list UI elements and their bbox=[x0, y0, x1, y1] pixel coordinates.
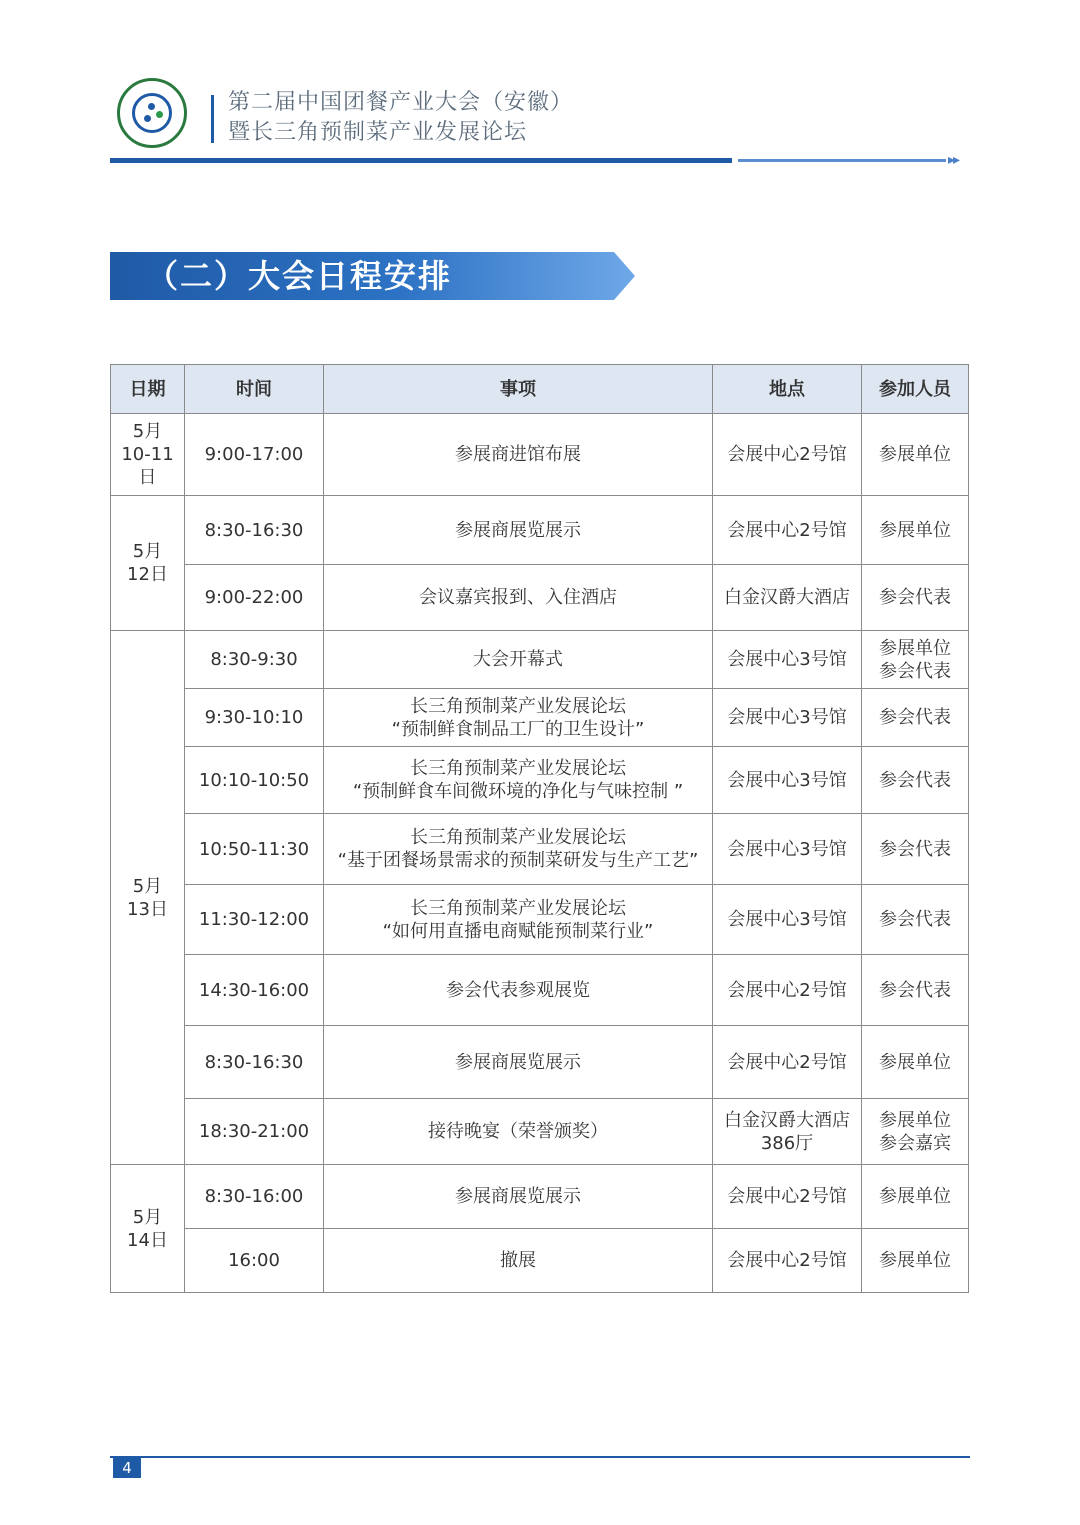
cell-line: 大会开幕式 bbox=[473, 649, 563, 670]
logo-dot bbox=[148, 103, 155, 110]
logo-dot bbox=[144, 115, 151, 122]
table-row bbox=[111, 1229, 969, 1293]
header-rule-light bbox=[738, 159, 946, 162]
people-cell bbox=[862, 1165, 969, 1229]
event-cell bbox=[324, 814, 713, 885]
table-row bbox=[111, 955, 969, 1026]
people-cell bbox=[862, 496, 969, 565]
header-title bbox=[228, 88, 573, 148]
column-header: 时间 bbox=[185, 365, 324, 414]
event-cell bbox=[324, 1026, 713, 1099]
cell-line: 13日 bbox=[127, 898, 168, 920]
cell-line: 参展单位 bbox=[879, 444, 951, 465]
date-cell bbox=[111, 1165, 185, 1293]
event-cell bbox=[324, 747, 713, 814]
header-title-line1: 第二届中国团餐产业大会（安徽） bbox=[228, 90, 574, 115]
time-cell: 8:30-9:30 bbox=[185, 631, 324, 689]
people-cell bbox=[862, 565, 969, 631]
column-header: 日期 bbox=[111, 365, 185, 414]
people-cell bbox=[862, 747, 969, 814]
place-cell bbox=[713, 1099, 862, 1165]
table-row bbox=[111, 1099, 969, 1165]
cell-line: “如何用直播电商赋能预制菜行业” bbox=[382, 920, 654, 942]
cell-line: 参会代表 bbox=[879, 909, 951, 930]
people-cell bbox=[862, 955, 969, 1026]
event-cell bbox=[324, 689, 713, 747]
conference-logo-icon bbox=[117, 78, 187, 148]
cell-line: 参展商进馆布展 bbox=[455, 444, 581, 465]
event-cell bbox=[324, 631, 713, 689]
time-cell: 10:50-11:30 bbox=[185, 814, 324, 885]
table-row bbox=[111, 885, 969, 955]
place-cell bbox=[713, 814, 862, 885]
cell-line: 会展中心3号馆 bbox=[727, 649, 847, 670]
date-cell bbox=[111, 631, 185, 1165]
people-cell bbox=[862, 1099, 969, 1165]
event-cell bbox=[324, 1229, 713, 1293]
cell-line: 会展中心2号馆 bbox=[727, 1051, 847, 1073]
cell-line: 参展单位 bbox=[879, 1051, 951, 1073]
event-cell bbox=[324, 1165, 713, 1229]
cell-line: 参会代表 bbox=[879, 660, 951, 682]
time-cell: 9:30-10:10 bbox=[185, 689, 324, 747]
cell-line: 会展中心3号馆 bbox=[727, 838, 847, 860]
place-cell bbox=[713, 689, 862, 747]
table-row bbox=[111, 814, 969, 885]
cell-line: 参展单位 bbox=[879, 637, 951, 659]
time-cell: 18:30-21:00 bbox=[185, 1099, 324, 1165]
cell-line: “基于团餐场景需求的预制菜研发与生产工艺” bbox=[337, 850, 699, 871]
table-body bbox=[111, 414, 969, 1293]
cell-line: 参展单位 bbox=[879, 1250, 951, 1271]
cell-line: 参展商展览展示 bbox=[455, 519, 581, 541]
logo-dot bbox=[156, 111, 163, 118]
cell-line: 参展单位 bbox=[879, 519, 951, 541]
cell-line: 长三角预制菜产业发展论坛 bbox=[410, 897, 626, 919]
cell-line: 参展单位 bbox=[879, 1109, 951, 1131]
column-header: 参加人员 bbox=[862, 365, 969, 414]
column-header: 地点 bbox=[713, 365, 862, 414]
people-cell bbox=[862, 814, 969, 885]
people-cell bbox=[862, 1229, 969, 1293]
people-cell bbox=[862, 414, 969, 496]
cell-line: 5月 bbox=[132, 875, 163, 897]
place-cell bbox=[713, 496, 862, 565]
section-title: （二）大会日程安排 bbox=[146, 257, 453, 295]
cell-line: 会展中心3号馆 bbox=[727, 707, 847, 728]
cell-line: 参展单位 bbox=[879, 1186, 951, 1207]
cell-line: 会展中心3号馆 bbox=[727, 769, 847, 791]
event-cell bbox=[324, 565, 713, 631]
cell-line: 长三角预制菜产业发展论坛 bbox=[410, 695, 626, 717]
cell-line: 参展商展览展示 bbox=[455, 1051, 581, 1073]
time-cell: 11:30-12:00 bbox=[185, 885, 324, 955]
cell-line: 5月 bbox=[132, 421, 163, 442]
date-cell bbox=[111, 414, 185, 496]
header-rule bbox=[110, 158, 732, 163]
time-cell: 9:00-17:00 bbox=[185, 414, 324, 496]
place-cell bbox=[713, 1165, 862, 1229]
time-cell: 8:30-16:30 bbox=[185, 1026, 324, 1099]
schedule-table bbox=[110, 364, 969, 1293]
place-cell bbox=[713, 631, 862, 689]
time-cell: 10:10-10:50 bbox=[185, 747, 324, 814]
cell-line: 长三角预制菜产业发展论坛 bbox=[410, 827, 626, 848]
cell-line: 接待晚宴（荣誉颁奖） bbox=[428, 1121, 608, 1142]
cell-line: 白金汉爵大酒店 bbox=[724, 1109, 850, 1131]
cell-line: 会议嘉宾报到、入住酒店 bbox=[419, 587, 617, 608]
cell-line: 参会代表参观展览 bbox=[446, 979, 590, 1001]
cell-line: 14日 bbox=[127, 1229, 168, 1251]
cell-line: 参会嘉宾 bbox=[879, 1132, 951, 1154]
header-title-line2: 暨长三角预制菜产业发展论坛 bbox=[228, 120, 528, 145]
place-cell bbox=[713, 1229, 862, 1293]
date-cell bbox=[111, 496, 185, 631]
cell-line: “预制鲜食制品工厂的卫生设计” bbox=[391, 718, 645, 740]
event-cell bbox=[324, 885, 713, 955]
place-cell bbox=[713, 885, 862, 955]
table-row bbox=[111, 1165, 969, 1229]
cell-line: 参会代表 bbox=[879, 769, 951, 791]
table-row bbox=[111, 565, 969, 631]
people-cell bbox=[862, 631, 969, 689]
table-row bbox=[111, 414, 969, 496]
table-row bbox=[111, 496, 969, 565]
cell-line: 5月 bbox=[132, 1206, 163, 1228]
cell-line: 白金汉爵大酒店 bbox=[724, 587, 850, 608]
cell-line: 参会代表 bbox=[879, 587, 951, 608]
cell-line: 参展商展览展示 bbox=[455, 1186, 581, 1207]
people-cell bbox=[862, 1026, 969, 1099]
header-divider bbox=[211, 95, 214, 143]
cell-line: 长三角预制菜产业发展论坛 bbox=[410, 758, 626, 779]
place-cell bbox=[713, 414, 862, 496]
cell-line: “预制鲜食车间微环境的净化与气味控制 ” bbox=[352, 781, 684, 802]
place-cell bbox=[713, 747, 862, 814]
column-header: 事项 bbox=[324, 365, 713, 414]
event-cell bbox=[324, 414, 713, 496]
event-cell bbox=[324, 496, 713, 565]
table-row bbox=[111, 1026, 969, 1099]
time-cell: 14:30-16:00 bbox=[185, 955, 324, 1026]
place-cell bbox=[713, 1026, 862, 1099]
double-chevron-icon: ▸▸ bbox=[948, 152, 959, 168]
cell-line: 会展中心2号馆 bbox=[727, 979, 847, 1001]
time-cell: 16:00 bbox=[185, 1229, 324, 1293]
logo-ring bbox=[132, 93, 172, 133]
table-row bbox=[111, 631, 969, 689]
footer-rule bbox=[110, 1456, 970, 1458]
place-cell bbox=[713, 565, 862, 631]
cell-line: 会展中心2号馆 bbox=[727, 1186, 847, 1207]
cell-line: 5月 bbox=[132, 541, 163, 562]
event-cell bbox=[324, 1099, 713, 1165]
cell-line: 撤展 bbox=[500, 1250, 536, 1271]
event-cell bbox=[324, 955, 713, 1026]
table-row bbox=[111, 747, 969, 814]
cell-line: 10-11日 bbox=[121, 444, 174, 488]
cell-line: 参会代表 bbox=[879, 838, 951, 860]
cell-line: 会展中心2号馆 bbox=[727, 1250, 847, 1271]
people-cell bbox=[862, 885, 969, 955]
cell-line: 参会代表 bbox=[879, 707, 951, 728]
cell-line: 会展中心2号馆 bbox=[727, 519, 847, 541]
table-row bbox=[111, 689, 969, 747]
table-header-row bbox=[111, 365, 969, 414]
time-cell: 9:00-22:00 bbox=[185, 565, 324, 631]
place-cell bbox=[713, 955, 862, 1026]
cell-line: 会展中心3号馆 bbox=[727, 909, 847, 930]
time-cell: 8:30-16:00 bbox=[185, 1165, 324, 1229]
cell-line: 12日 bbox=[127, 564, 168, 585]
people-cell bbox=[862, 689, 969, 747]
page-header bbox=[0, 0, 1080, 180]
page-number: 4 bbox=[113, 1458, 141, 1478]
cell-line: 参会代表 bbox=[879, 979, 951, 1001]
cell-line: 386厅 bbox=[760, 1132, 814, 1154]
cell-line: 会展中心2号馆 bbox=[727, 444, 847, 465]
time-cell: 8:30-16:30 bbox=[185, 496, 324, 565]
